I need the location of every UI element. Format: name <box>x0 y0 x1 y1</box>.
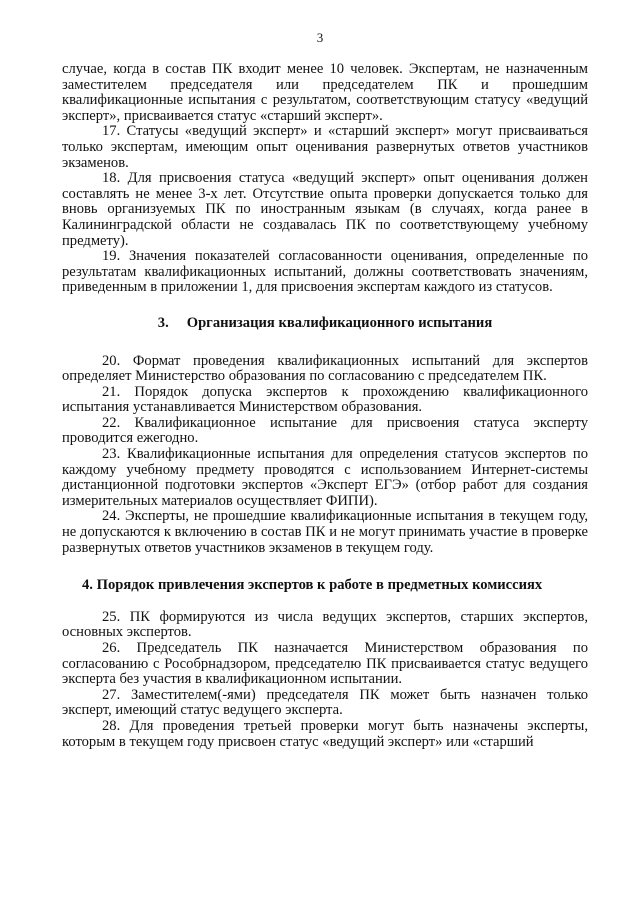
document-body <box>62 62 588 750</box>
paragraph-18: 18. Для присвоения статуса «ведущий эксперт» опыт оценивания должен составлять не менее 3-х лет. Отсутствие опыта проверки допускается только для вновь организуемых ПК по иностранным языкам (в случаях, когда ранее в Калининградской области не создавалась ПК по соответствующему учебному предмету). <box>62 170 588 249</box>
paragraph-19: 19. Значения показателей согласованности оценивания, определенные по результатам квалификационных испытаний, должны соответствовать значениям, приведенным в приложении 1, для присвоения экспертам каждого из статусов. <box>62 248 588 296</box>
paragraph-22: 22. Квалификационное испытание для присвоения статуса эксперту проводится ежегодно. <box>62 414 588 447</box>
page-number: 3 <box>316 30 324 45</box>
paragraph-23: 23. Квалификационные испытания для определения статусов экспертов по каждому учебному предмету проводятся с использованием Интернет-системы дистанционной подготовки экспертов «Эксперт ЕГЭ» (отбор работ для создания измерительных материалов осуществляет ФИПИ). <box>62 446 588 509</box>
paragraph-24: 24. Эксперты, не прошедшие квалификационные испытания в текущем году, не допускаются к включению в состав ПК и не могут принимать участие в проверке развернутых ответов участников экзаменов в текущем году. <box>62 508 588 556</box>
section-3-heading <box>62 316 588 332</box>
paragraph-21: 21. Порядок допуска экспертов к прохождению квалификационного испытания устанавливается Министерством образования. <box>62 383 588 416</box>
paragraph-26: 26. Председатель ПК назначается Министерством образования по согласованию с Рособрнадзором, председателю ПК присваивается статус ведущего эксперта без участия в квалификационном испытании. <box>62 640 588 688</box>
section-3-title: Организация квалификационного испытания <box>186 314 493 331</box>
paragraph-17: 17. Статусы «ведущий эксперт» и «старший эксперт» могут присваиваться только экспертам, имеющим опыт оценивания развернутых ответов участников экзаменов. <box>62 123 588 171</box>
section-4-heading: 4. Порядок привлечения экспертов к работе в предметных комиссиях <box>82 577 543 594</box>
section-3-number: 3. <box>157 314 169 331</box>
paragraph-27: 27. Заместителем(-ями) председателя ПК может быть назначен только эксперт, имеющий статус ведущего эксперта. <box>62 686 588 719</box>
paragraph-20: 20. Формат проведения квалификационных испытаний для экспертов определяет Министерство образования по согласованию с председателем ПК. <box>62 352 588 385</box>
paragraph-28: 28. Для проведения третьей проверки могут быть назначены эксперты, которым в текущем году присвоен статус «ведущий эксперт» или «старший <box>62 717 588 750</box>
paragraph-continuation: случае, когда в состав ПК входит менее 10 человек. Экспертам, не назначенным заместителем председателя или председателем ПК и прошедшим квалификационные испытания с результатом, соответствующим статусу «ведущий эксперт», присваивается статус «старший эксперт». <box>62 61 588 124</box>
paragraph-25: 25. ПК формируются из числа ведущих экспертов, старших экспертов, основных экспертов. <box>62 608 588 641</box>
